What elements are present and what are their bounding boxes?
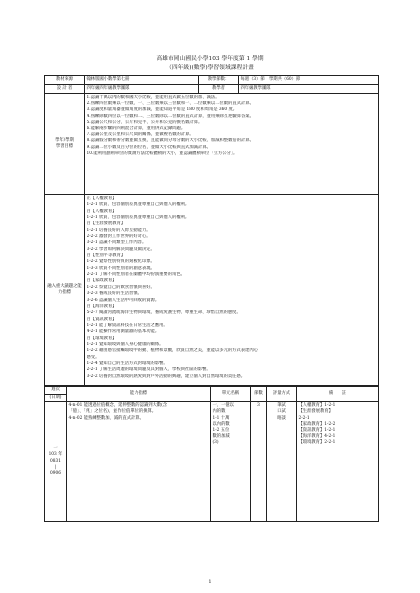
issue-line: 3-2-3 養成良好的生活習慣。 <box>86 291 142 297</box>
designer-value: 四年級四年級教學團隊 <box>85 85 199 94</box>
remarks-cell: 【人權教育】1-2-1 【生涯發展教育】 2-2-1 【家政教育】1-2-2 【資訊教育】1-2-1 【海洋教育】4-2-1 【環境教育】2-2-1 <box>297 402 379 522</box>
issue-line: 正【人權教育】 <box>86 196 117 201</box>
goals-label: 學年/學期 學習目標 <box>45 94 85 195</box>
issue-line: 4-2-1 能操作常用測量器的基本功能。 <box>86 329 160 335</box>
assessment-header: 評量方式 <box>267 387 297 402</box>
designer-label: 設 計 者 <box>45 85 85 94</box>
unit-header: 單元名稱 <box>211 387 251 402</box>
issue-line: 1-2-1 覺知環境與個人身心健康的關係。 <box>86 341 164 347</box>
table-row <box>45 402 379 522</box>
issue-line: 3-2-1 認識不同類型工作內容。 <box>86 240 147 246</box>
issue-line: 3-2-6 認識個人生活中可回收的資源。 <box>86 297 160 303</box>
issue-line: 感受。 <box>86 354 100 360</box>
week-cell: 一 103 年 0831 | 0906 <box>45 402 67 522</box>
goal-item: 6.能解兩步驟的四則混合計算，並用併式記錄問題。 <box>86 126 186 132</box>
goal-item: 5.認識公尺和公分、公斤和克半、公升和公克的換名數計算。 <box>86 119 203 125</box>
goal-item: 3.認識度和量角器並做角度的加減，並能知道平角是 180 度和周角是 360 度。 <box>86 107 238 113</box>
ability-cell: 4-n-01 能透過位值概念，延伸整數的認識到大數(含 「億」、「兆」之位名)，並作位值單位的換算。 4-n-02 能熟練整數加、減的直式計算。 <box>67 402 211 522</box>
goal-item: 8.認識假分數和帶分數並做互換，且能做同分母分數的大小比較、加減和整數倍的計算。 <box>86 138 254 144</box>
assessment-cell: 筆試 口試 晤談 <box>267 402 297 522</box>
ability-header: 能力指標 <box>67 387 211 402</box>
date-header: (日期) <box>45 395 67 402</box>
remarks-header: 備 註 <box>297 387 379 402</box>
page-number: 1 <box>208 579 212 585</box>
issue-line: 百【性別平等教育】 <box>86 253 126 259</box>
issue-line: 1-2-1 欣賞、包容個別差異並尊重自己與他人的權利。 <box>86 215 190 221</box>
lessons-cell: 3 <box>251 402 267 522</box>
textbook-value: 翰林版國小數學第七冊 <box>85 76 199 85</box>
teacher-value: 四年級教學團隊 <box>239 85 379 94</box>
issue-line: 百【家政教育】 <box>86 278 117 284</box>
issue-line: 1-2-2 覺察性別特質的刻板化印象。 <box>86 259 155 265</box>
info-table <box>44 75 379 94</box>
goal-item: 10.能利用劃則單位的實測方法比較體積的大小，並認識體積單位「立方公分」。 <box>86 150 238 156</box>
issue-line: 2-2-1 了解不同性別者在團體中均扮演重要的角色。 <box>86 272 185 278</box>
textbook-label: 教材來源 <box>45 76 85 85</box>
issue-line: 百【資訊教育】 <box>86 316 117 322</box>
lessons-header: 節數 <box>251 387 267 402</box>
unit-cell: 一、一億以 內的數 1-1 十萬 以內的數 1-2 五位 數的加減 (3) <box>211 402 251 522</box>
issue-line: 3-2-2 培養對自然環境的熱愛與對戶外活動的興趣，建立個人對自然環境的責任感。 <box>86 373 246 379</box>
goals-list <box>85 94 379 195</box>
issue-line: 5-2-7 閱讀河流或海洋生物與環境，養成愛護生物、尊重生命、珍惜自然的態度。 <box>86 310 241 316</box>
issue-line: 3-2-2 學習如何解決問題及做決定。 <box>86 246 155 252</box>
issue-line: 百【生涯發展教育】 <box>86 221 126 227</box>
issue-line: 1-2-1 欣賞、包容個別差異並尊重自己與他人的權利。 <box>86 202 190 208</box>
issue-line: 1-2-2 察覺自己的飲食習慣與喜好。 <box>86 284 155 290</box>
issues-list <box>85 195 379 386</box>
schedule-table <box>44 386 379 522</box>
issue-line: 1-2-1 能了解資訊科技在日常生活之應用。 <box>86 322 168 328</box>
issue-line: 百【環境教育】 <box>86 335 117 341</box>
goal-item: 7.認識公里及公里和公尺間的關係，並做複名數的計算。 <box>86 132 194 138</box>
hours-label: 教學節數： <box>199 76 239 85</box>
issue-line: 百【海洋教育】 <box>86 303 117 309</box>
issue-line: 1-2-1 培養良好的人際互動能力。 <box>86 227 151 233</box>
goal-item: 4.熟練除數四位以一位數和二、三位數除以二位數的直式計算，並用乘除互逆驗算答案。 <box>86 113 254 119</box>
issue-line: 百【人權教育】 <box>86 208 117 214</box>
goal-item: 9.認識二位小數及百分位的位名，並做大小比較與直式加減計算。 <box>86 144 211 150</box>
teacher-label: 教學者 <box>199 85 239 94</box>
plan-title: 高雄市岡山國民小學103 學年度第 1 學期 <box>156 56 264 62</box>
goal-item: 2.熟練四位數乘以一位數、一、三位數乘以三位數和一、二位數乘以二位數的直式計算。 <box>86 101 254 107</box>
issue-line: 1-2-4 覺知自己的生活方式對環境的影響。 <box>86 360 168 366</box>
goals-table <box>44 93 379 386</box>
issue-line: 1-2-2 藉由感官接觸環境中的動、植物和景觀，欣賞自然之美，並能以多元的方式表達內心 <box>86 348 258 354</box>
issue-line: 1-3-3 欣賞不同性別者的創意表現。 <box>86 265 155 271</box>
plan-subtitle: （四年級)(數學)學習領域課程計畫 <box>166 65 254 71</box>
issues-label: 融入重大議題之能 力指標 <box>45 195 85 386</box>
hours-value: 每週（3）節 學期共（60）節 <box>239 76 379 85</box>
week-header: 週次 <box>45 387 67 395</box>
issue-line: 2-2-1 了解生活周遭的環境問題及其對個人、學校與社區的影響。 <box>86 367 211 373</box>
goal-item: 1.認識十萬以內的數和國大小比較，並能用直式做五位數的加、減法。 <box>86 95 220 100</box>
issue-line: 2-2-2 激發對工作世界的好奇心。 <box>86 234 151 240</box>
